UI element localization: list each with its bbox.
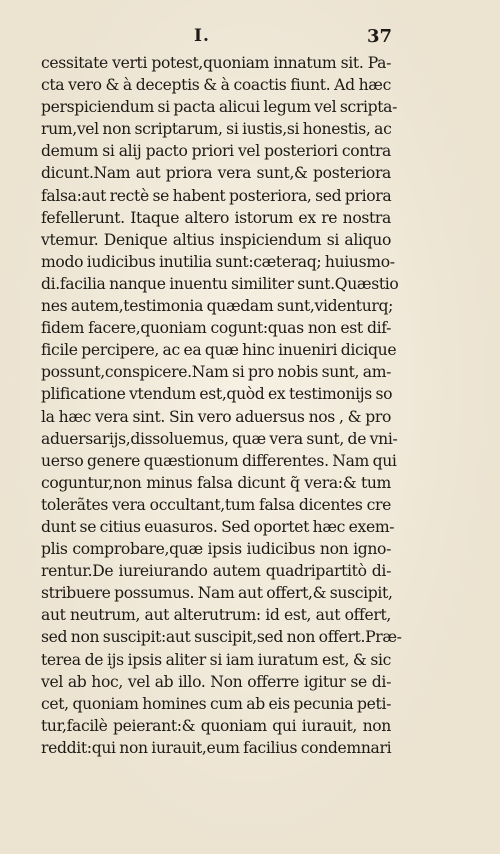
text-line: aut neutrum, aut alterutrum: id est, aut offert, — [41, 606, 391, 625]
text-line: vel ab hoc, vel ab illo. Non offerre igitur se di- — [41, 672, 391, 691]
text-line: cta vero & à deceptis & à coactis fiunt. Ad hæc — [41, 76, 391, 95]
text-line: falsa:aut rectè se habent posteriora, sed priora — [41, 186, 392, 205]
text-line: plificatione vtendum est,quòd ex testimonijs so — [41, 385, 393, 404]
text-line: tur,facilè peierant:& quoniam qui iurauit, non — [41, 716, 391, 735]
text-line: vtemur. Denique altius inspiciendum si aliquo — [41, 230, 391, 249]
text-line: plis comprobare,quæ ipsis iudicibus non igno- — [41, 540, 391, 559]
text-line: coguntur,non minus falsa dicunt q̃ vera:& tum — [41, 473, 391, 492]
text-line: ficile percipere, ac ea quæ hinc inueniri dicique — [41, 341, 397, 360]
text-line: stribuere possumus. Nam aut offert,& suscipit, — [41, 584, 393, 603]
text-line: la hæc vera sint. Sin vero aduersus nos , & pro — [41, 407, 391, 426]
text-line: reddit:qui non iurauit,eum facilius condemnari — [41, 738, 392, 757]
text-line: sed non suscipit:aut suscipit,sed non offert.Præ- — [41, 628, 402, 647]
text-line: fefellerunt. Itaque altero istorum ex re nostra — [41, 208, 391, 227]
text-line: uerso genere quæstionum differentes. Nam qui — [41, 451, 397, 470]
text-line: cessitate verti potest,quoniam innatum sit. Pa- — [41, 54, 391, 72]
running-header — [0, 26, 500, 50]
text-line: rentur.De iureiurando autem quadripartitò di- — [41, 562, 391, 581]
text-line: dunt se citius euasuros. Sed oportet hæc exem- — [41, 517, 395, 536]
text-line: aduersarijs,dissoluemus, quæ vera sunt, de vni- — [41, 429, 398, 448]
body-text — [41, 52, 402, 759]
text-line: nes autem,testimonia quædam sunt,videnturq; — [41, 297, 394, 316]
text-line: perspiciendum si pacta alicui legum vel scripta- — [41, 98, 398, 117]
text-line: terea de ijs ipsis aliter si iam iuratum est, & sic — [41, 650, 391, 669]
page-number: 37 — [367, 26, 393, 47]
text-line: modo iudicibus inutilia sunt:cæteraq; huiusmo- — [41, 252, 395, 271]
text-line: rum,vel non scriptarum, si iustis,si honestis, ac — [41, 120, 392, 139]
text-line: demum si alij pacto priori vel posteriori contra — [41, 142, 391, 161]
text-line: cet, quoniam homines cum ab eis pecunia peti- — [41, 694, 391, 713]
text-line: dicunt.Nam aut priora vera sunt,& posteriora — [41, 164, 391, 183]
text-line: fidem facere,quoniam cogunt:quas non est dif- — [41, 319, 391, 338]
text-line: possunt,conspicere.Nam si pro nobis sunt, am- — [41, 363, 392, 382]
text-line: di.facilia nanque inuentu similiter sunt.Quæstio — [41, 274, 399, 293]
section-number: I. — [194, 26, 210, 46]
text-line: tolerãtes vera occultant,tum falsa dicentes cre — [41, 495, 391, 514]
